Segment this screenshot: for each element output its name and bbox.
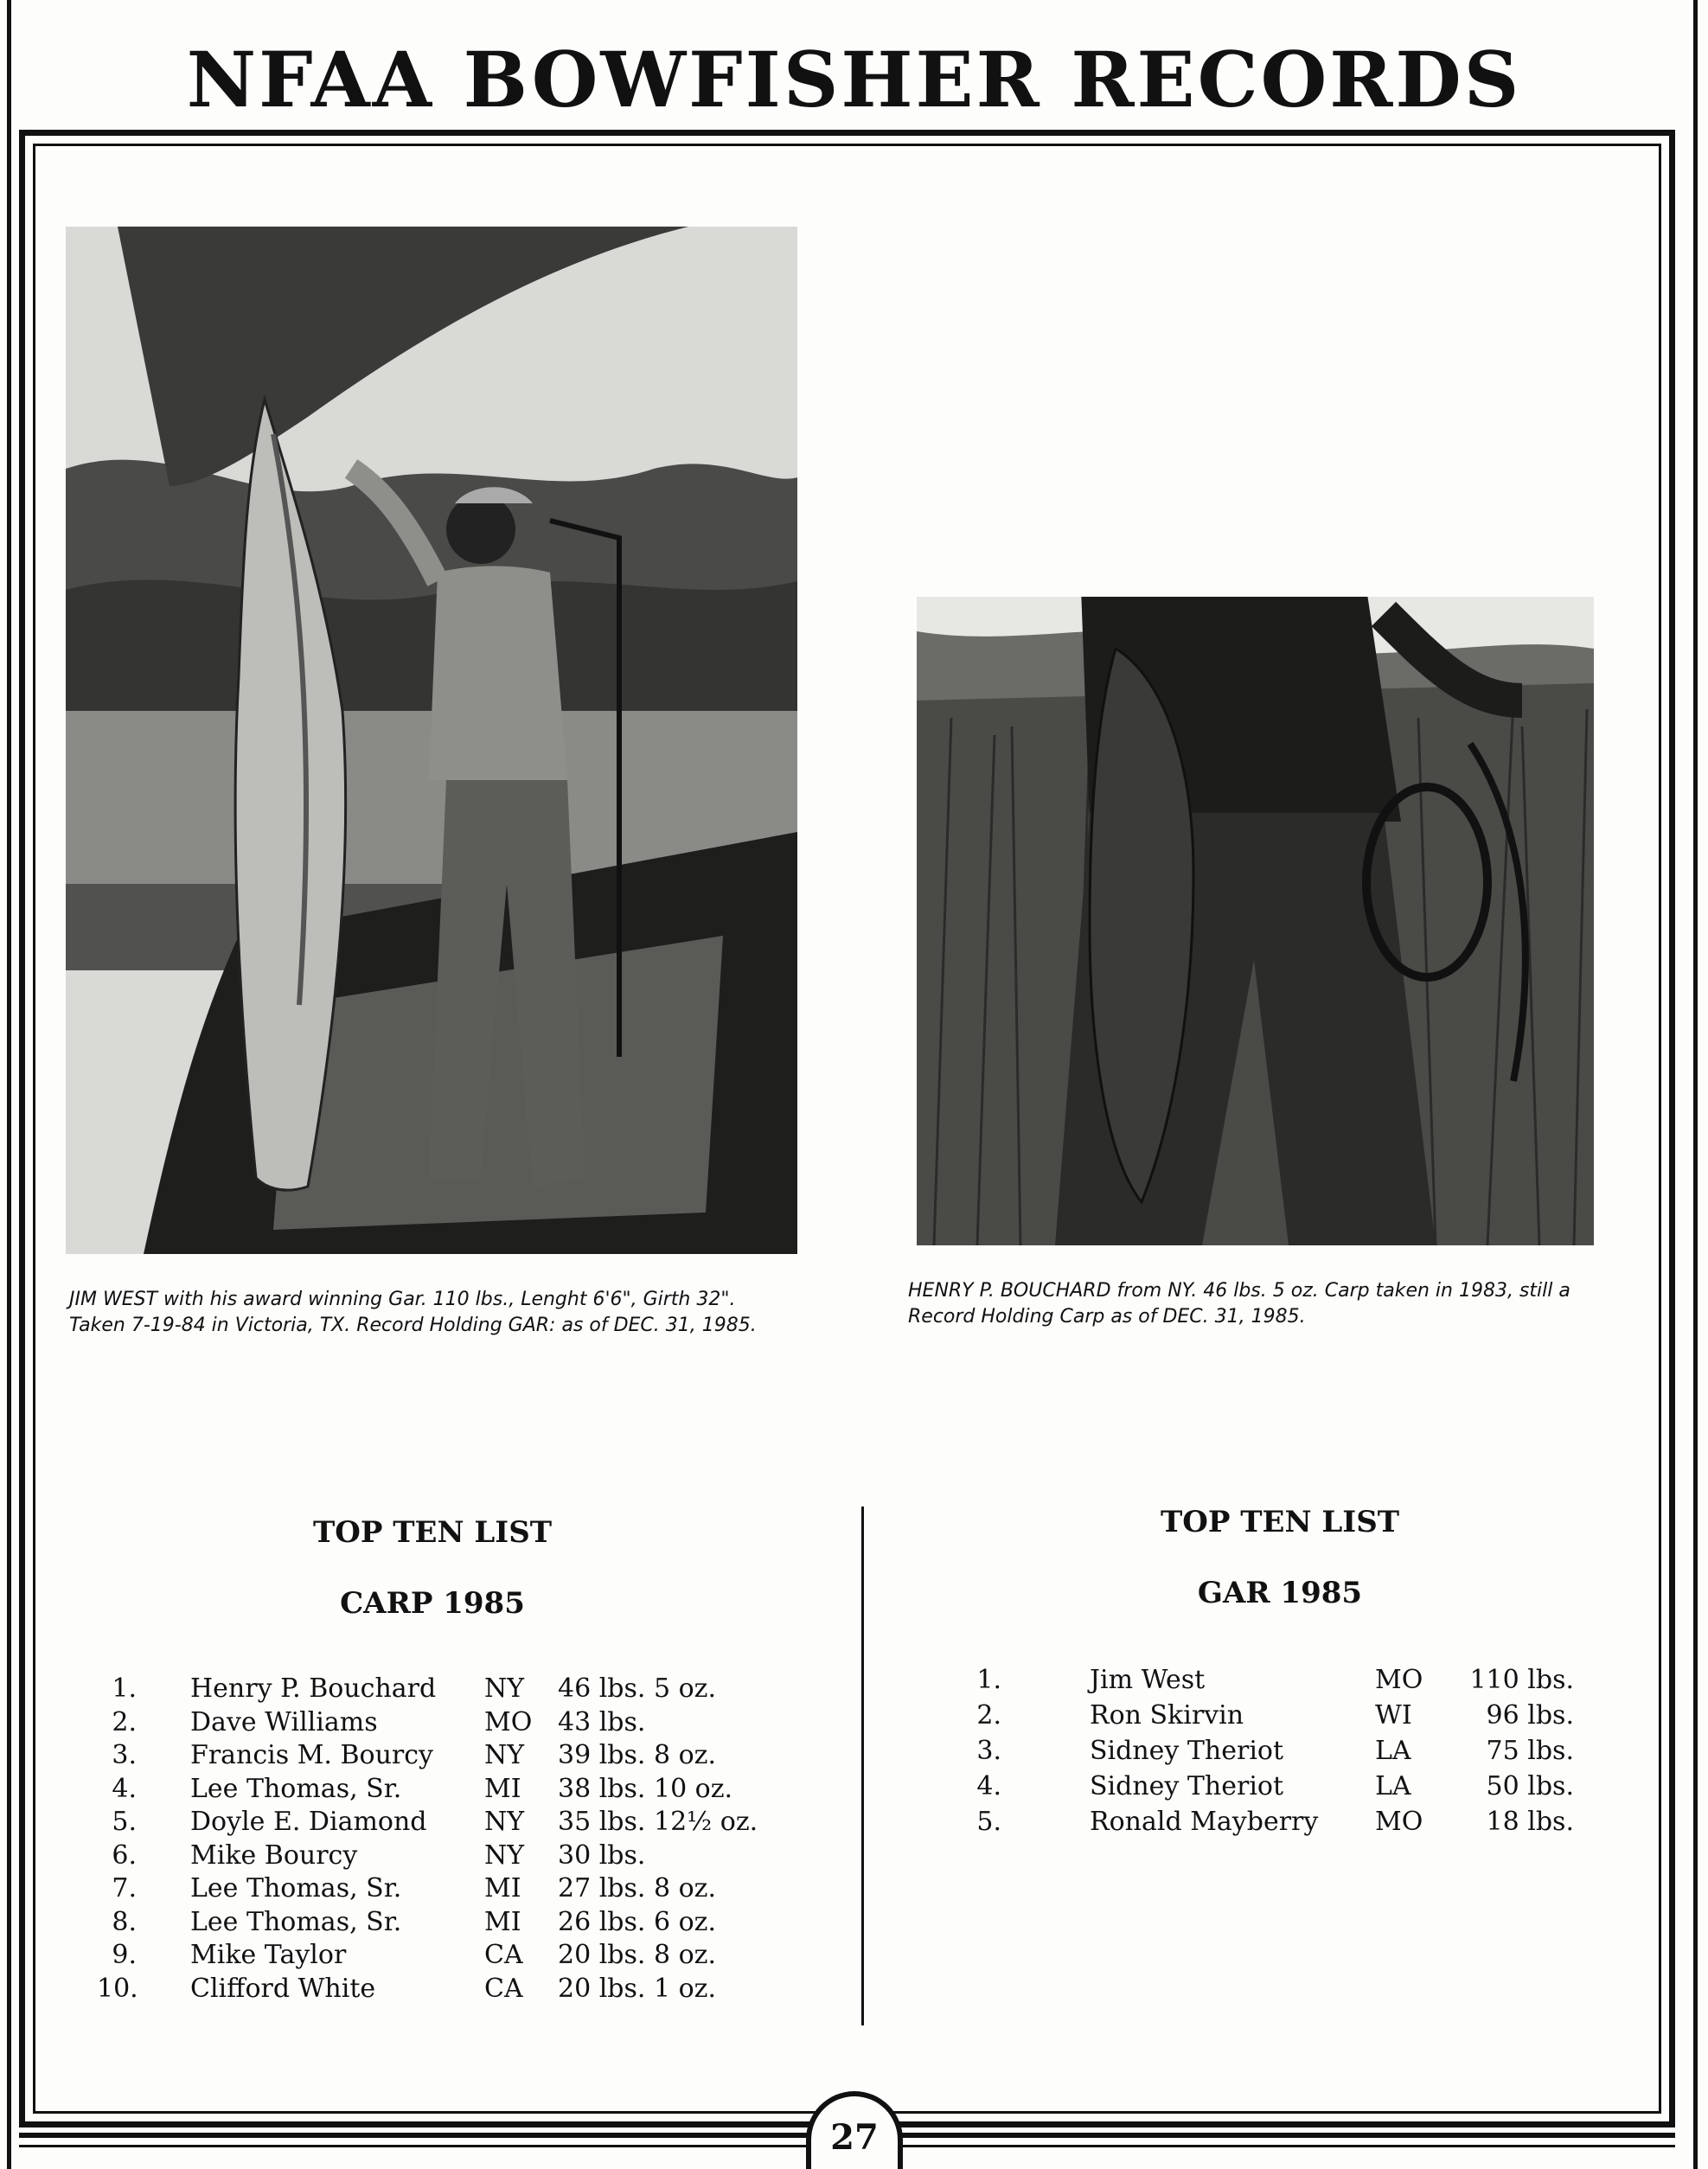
state: NY (484, 1740, 525, 1770)
weight: 27 lbs. 8 oz. (558, 1873, 717, 1903)
outer-border-right (1693, 0, 1698, 2169)
state: NY (484, 1673, 525, 1704)
angler-name: Ron Skirvin (1090, 1700, 1244, 1731)
photo-angler-with-carp-image (917, 597, 1594, 1245)
carp-record-row (97, 1806, 841, 1839)
page-title: NFAA BOWFISHER RECORDS (186, 35, 1522, 125)
gar-list-heading: TOP TEN LIST (1160, 1505, 1400, 1539)
rank: 4. (112, 1773, 137, 1804)
carp-record-row (97, 1939, 841, 1973)
state: NY (484, 1807, 525, 1837)
angler-name: Mike Bourcy (190, 1839, 358, 1871)
rank: 2. (112, 1706, 137, 1737)
gar-caption-line-2: Taken 7-19-84 in Victoria, TX. Record Holding GAR: as of DEC. 31, 1985. (69, 1315, 757, 1336)
weight: 18 lbs. (1486, 1807, 1574, 1837)
angler-name: Doyle E. Diamond (190, 1807, 427, 1837)
rank: 9. (112, 1940, 137, 1970)
state: NY (484, 1839, 525, 1871)
photo-angler-with-gar (66, 227, 797, 1254)
rank: 5. (112, 1807, 137, 1837)
carp-record-row (97, 1673, 841, 1706)
weight: 26 lbs. 6 oz. (558, 1906, 717, 1937)
rank: 3. (112, 1740, 137, 1770)
weight: 43 lbs. (558, 1706, 646, 1737)
carp-records-list (97, 1673, 841, 2006)
page-number: 27 (830, 2117, 879, 2158)
weight: 46 lbs. 5 oz. (558, 1673, 717, 1704)
rank: 10. (97, 1973, 138, 2004)
state: MO (484, 1706, 533, 1737)
gar-record-row (960, 1770, 1652, 1806)
angler-name: Lee Thomas, Sr. (190, 1906, 402, 1937)
angler-name: Lee Thomas, Sr. (190, 1773, 402, 1804)
state: CA (484, 1973, 523, 2004)
rank: 1. (112, 1673, 137, 1704)
angler-name: Clifford White (190, 1973, 376, 2004)
carp-list-subheading: CARP 1985 (340, 1586, 525, 1621)
weight: 20 lbs. 1 oz. (558, 1973, 717, 2004)
gar-list-subheading: GAR 1985 (1197, 1576, 1363, 1610)
state: LA (1375, 1736, 1411, 1766)
angler-name: Dave Williams (190, 1706, 378, 1737)
angler-name: Ronald Mayberry (1090, 1807, 1319, 1837)
rank: 8. (112, 1906, 137, 1937)
carp-list-heading: TOP TEN LIST (312, 1515, 553, 1550)
state: MO (1375, 1807, 1423, 1837)
weight: 110 lbs. (1469, 1665, 1574, 1695)
rank: 1. (976, 1665, 1001, 1695)
gar-record-row (960, 1735, 1652, 1770)
angler-name: Sidney Theriot (1090, 1771, 1284, 1801)
gar-record-row (960, 1699, 1652, 1735)
state: MO (1375, 1665, 1423, 1695)
weight: 39 lbs. 8 oz. (558, 1740, 717, 1770)
rank: 7. (112, 1873, 137, 1903)
weight: 96 lbs. (1486, 1700, 1574, 1731)
state: MI (484, 1906, 521, 1937)
gar-caption-line-1: JIM WEST with his award winning Gar. 110 lbs., Lenght 6'6", Girth 32". (69, 1289, 736, 1310)
angler-name: Jim West (1090, 1665, 1206, 1695)
state: MI (484, 1773, 521, 1804)
angler-name: Francis M. Bourcy (190, 1740, 434, 1770)
carp-record-row (97, 1839, 841, 1873)
carp-record-row (97, 1773, 841, 1807)
state: CA (484, 1940, 523, 1970)
angler-name: Sidney Theriot (1090, 1736, 1284, 1766)
carp-record-row (97, 1973, 841, 2006)
weight: 30 lbs. (558, 1839, 646, 1871)
carp-photo-caption (908, 1278, 1678, 1330)
weight: 38 lbs. 10 oz. (558, 1773, 733, 1804)
carp-record-row (97, 1872, 841, 1906)
rank: 5. (976, 1807, 1001, 1837)
gar-record-row (960, 1664, 1652, 1699)
weight: 75 lbs. (1486, 1736, 1574, 1766)
outer-border-left (7, 0, 11, 2169)
gar-records-list (960, 1664, 1652, 1841)
carp-caption-line-1: HENRY P. BOUCHARD from NY. 46 lbs. 5 oz. Carp taken in 1983, still a (908, 1280, 1570, 1302)
gar-record-row (960, 1806, 1652, 1841)
angler-name: Lee Thomas, Sr. (190, 1873, 402, 1903)
photo-angler-with-carp (917, 597, 1594, 1245)
weight: 50 lbs. (1486, 1771, 1574, 1801)
angler-name: Mike Taylor (190, 1940, 347, 1970)
carp-caption-line-2: Record Holding Carp as of DEC. 31, 1985. (908, 1306, 1306, 1328)
rank: 2. (976, 1700, 1001, 1731)
rank: 6. (112, 1839, 137, 1871)
rank: 3. (976, 1736, 1001, 1766)
state: MI (484, 1873, 521, 1903)
carp-record-row (97, 1706, 841, 1740)
gar-photo-caption (69, 1287, 830, 1339)
carp-record-row (97, 1739, 841, 1773)
rank: 4. (976, 1771, 1001, 1801)
state: LA (1375, 1771, 1411, 1801)
weight: 35 lbs. 12½ oz. (558, 1807, 758, 1837)
state: WI (1375, 1700, 1412, 1731)
column-divider (861, 1507, 864, 2025)
carp-record-row (97, 1906, 841, 1940)
photo-angler-with-gar-image (66, 227, 797, 1254)
angler-name: Henry P. Bouchard (190, 1673, 437, 1704)
weight: 20 lbs. 8 oz. (558, 1940, 717, 1970)
